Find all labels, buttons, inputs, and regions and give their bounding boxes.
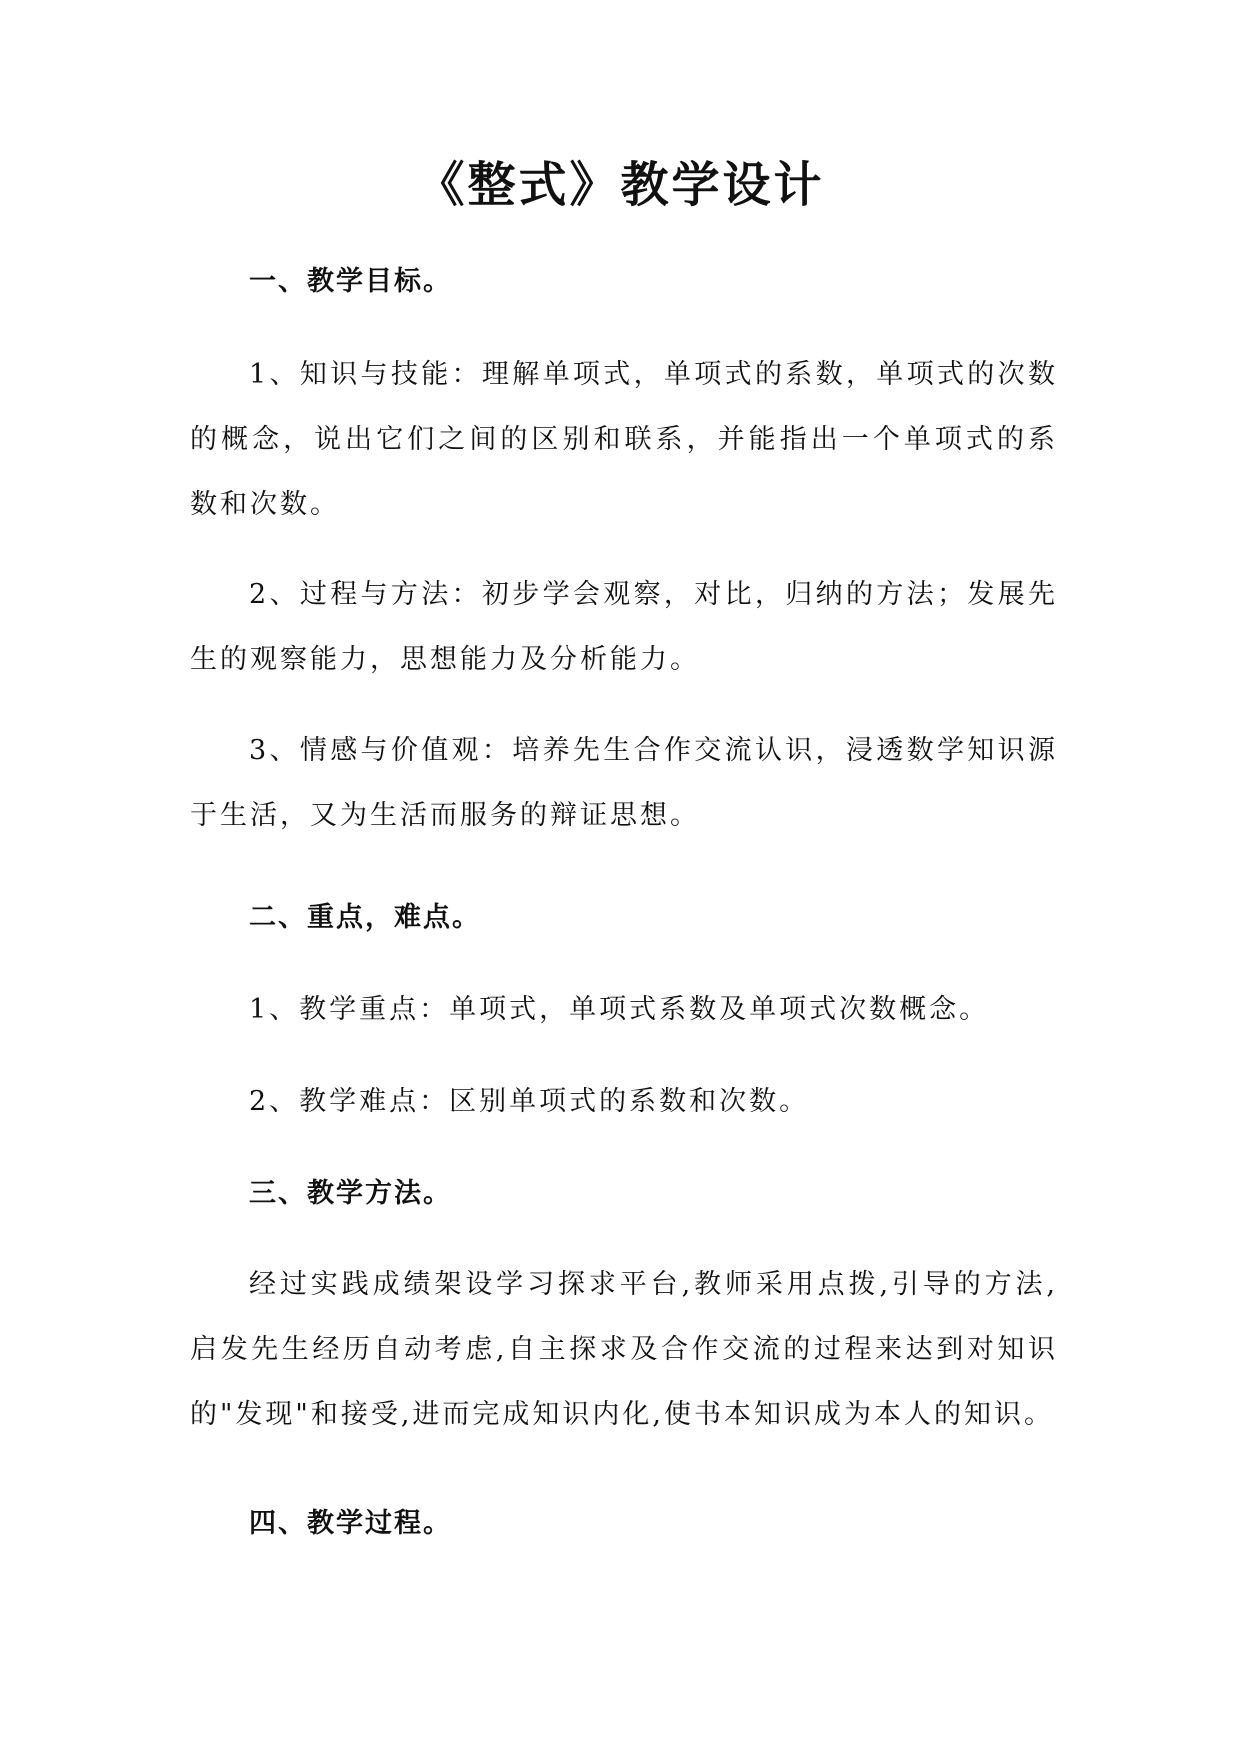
paragraph-knowledge-skills: 1、知识与技能：理解单项式，单项式的系数，单项式的次数的概念，说出它们之间的区别和联系，并能指出一个单项式的系数和次数。 <box>190 359 1058 520</box>
section-heading-key-points: 二、重点，难点。 <box>249 902 481 933</box>
paragraph-teaching-focus: 1、教学重点：单项式，单项式系数及单项式次数概念。 <box>249 994 990 1025</box>
section-heading-process: 四、教学过程。 <box>249 1508 452 1539</box>
paragraph-process-method: 2、过程与方法：初步学会观察，对比，归纳的方法；发展先生的观察能力，思想能力及分析能力。 <box>190 579 1058 675</box>
paragraph-emotion-values: 3、情感与价值观：培养先生合作交流认识，浸透数学知识源于生活，又为生活而服务的辩证思想。 <box>190 735 1058 831</box>
paragraph-teaching-difficulty: 2、教学难点：区别单项式的系数和次数。 <box>249 1086 810 1117</box>
paragraph-teaching-method: 经过实践成绩架设学习探求平台,教师采用点拨,引导的方法,启发先生经历自动考虑,自主探求及合作交流的过程来达到对知识的"发现"和接受,进而完成知识内化,使书本知识成为本人的知识。 <box>190 1269 1058 1430</box>
section-heading-objectives: 一、教学目标。 <box>249 266 452 297</box>
document-title: 《整式》教学设计 <box>416 157 825 213</box>
section-heading-methods: 三、教学方法。 <box>249 1178 452 1209</box>
